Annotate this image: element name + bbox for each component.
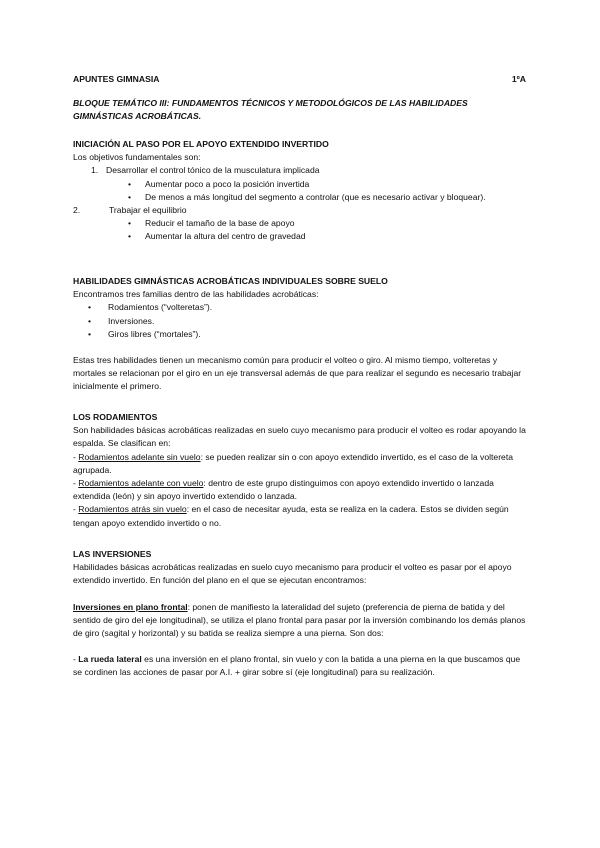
section-heading: INICIACIÓN AL PASO POR EL APOYO EXTENDIDO INVERTIDO bbox=[73, 139, 329, 149]
page-header bbox=[73, 73, 526, 86]
term-description: : ponen de manifiesto la lateralidad del sujeto (preferencia de pierna de batida y del sentido de giro del eje longitudinal), se utiliza el plano frontal para pasar por la inversión combinando los demás planos de giro (sagital y horizontal) y su batida se realiza siempre a una pierna. Son dos: bbox=[73, 601, 526, 639]
term-description: : en el caso de necesitar ayuda, esta se realiza en la cadera. Estos se dividen según tengan apoyo extendido invertido o no. bbox=[73, 504, 509, 528]
term: Rodamientos adelante sin vuelo bbox=[78, 451, 201, 462]
section-apoyo-invertido bbox=[73, 138, 528, 244]
bullet-text: Reducir el tamaño de la base de apoyo bbox=[145, 218, 295, 229]
rodamiento-item bbox=[73, 451, 528, 477]
bullet-text: Aumentar la altura del centro de gravedad bbox=[145, 231, 306, 242]
list-item: • De menos a más longitud del segmento a controlar (que es necesario activar y bloquear). bbox=[128, 191, 486, 202]
rodamiento-item bbox=[73, 477, 528, 503]
header-course: 1ºA bbox=[511, 74, 526, 84]
list-item: • Giros libres (“mortales”). bbox=[88, 328, 201, 339]
paragraph: Estas tres habilidades tienen un mecanismo común para producir el volteo o giro. Al mismo tiempo, volteretas y mortales se relacionan por el giro en un eje transversal además de que para realizar el segundo es necesario trabajar inicialmente el primero. bbox=[73, 355, 522, 392]
term-description: es una inversión en el plano frontal, sin vuelo y con la batida a una pierna en la que buscamos que se cordinen las acciones de pasar por A.I. + girar sobre sí (eje longitudinal) para su realización. bbox=[73, 654, 521, 678]
section-intro: Habilidades básicas acrobáticas realizadas en suelo cuyo mecanismo para producir el volteo es pasar por el apoyo extendido invertido. En función del plano en el que se ejecutan encontramos: bbox=[73, 562, 512, 586]
inversion-frontal bbox=[73, 601, 528, 641]
term-description: : dentro de este grupo distinguimos con apoyo extendido invertido o lanzada extendida (león) y sin apoyo invertido extendido o lanzada. bbox=[73, 478, 494, 502]
list-item: • Aumentar poco a poco la posición invertida bbox=[128, 178, 310, 189]
dash: - bbox=[73, 478, 79, 489]
section-heading: LOS RODAMIENTOS bbox=[73, 412, 158, 422]
term: Rodamientos adelante con vuelo bbox=[78, 478, 204, 489]
list-item: • Rodamientos (“volteretas”). bbox=[88, 302, 213, 313]
objective-item bbox=[73, 164, 528, 177]
term-description: : se pueden realizar sin o con apoyo extendido invertido, es el caso de la voltereta agrupada. bbox=[73, 451, 513, 475]
header-title: APUNTES GIMNASIA bbox=[73, 74, 160, 84]
rodamiento-item bbox=[73, 503, 528, 529]
bullet-text: Inversiones. bbox=[108, 315, 155, 326]
rueda-lateral bbox=[73, 653, 528, 679]
bullet-text: Rodamientos (“volteretas”). bbox=[108, 302, 213, 313]
term: Inversiones en plano frontal bbox=[73, 601, 188, 612]
objective-item bbox=[73, 204, 528, 217]
section-intro: Encontramos tres familias dentro de las habilidades acrobáticas: bbox=[73, 289, 319, 300]
bullet-text: Aumentar poco a poco la posición invertida bbox=[145, 178, 310, 189]
bullet-text: De menos a más longitud del segmento a controlar (que es necesario activar y bloquear). bbox=[145, 191, 486, 202]
section-rodamientos bbox=[73, 411, 528, 530]
list-item: • Inversiones. bbox=[88, 315, 155, 326]
section-heading: HABILIDADES GIMNÁSTICAS ACROBÁTICAS INDIVIDUALES SOBRE SUELO bbox=[73, 276, 388, 286]
item-text: Desarrollar el control tónico de la musculatura implicada bbox=[106, 165, 320, 176]
item-text: Trabajar el equilibrio bbox=[109, 205, 187, 216]
section-intro: Los objetivos fundamentales son: bbox=[73, 152, 201, 163]
term: La rueda lateral bbox=[78, 654, 142, 665]
list-item: • Aumentar la altura del centro de gravedad bbox=[128, 231, 306, 242]
section-intro: Son habilidades básicas acrobáticas realizadas en suelo cuyo mecanismo para producir el volteo es rodar apoyando la espalda. Se clasifican en: bbox=[73, 425, 526, 449]
dash: - bbox=[73, 451, 79, 462]
dash: - bbox=[73, 504, 79, 515]
section-inversiones bbox=[73, 548, 528, 680]
list-item: • Reducir el tamaño de la base de apoyo bbox=[128, 218, 295, 229]
item-number: 2. bbox=[73, 205, 81, 216]
dash: - bbox=[73, 654, 79, 665]
bullet-text: Giros libres (“mortales”). bbox=[108, 328, 201, 339]
section-habilidades bbox=[73, 275, 528, 394]
term: Rodamientos atrás sin vuelo bbox=[78, 504, 187, 515]
item-number: 1. bbox=[91, 165, 99, 176]
block-title: BLOQUE TEMÁTICO III: FUNDAMENTOS TÉCNICOS Y METODOLÓGICOS DE LAS HABILIDADES GIMNÁSTICAS ACROBÁTICAS. bbox=[73, 98, 468, 122]
section-heading: LAS INVERSIONES bbox=[73, 549, 152, 559]
